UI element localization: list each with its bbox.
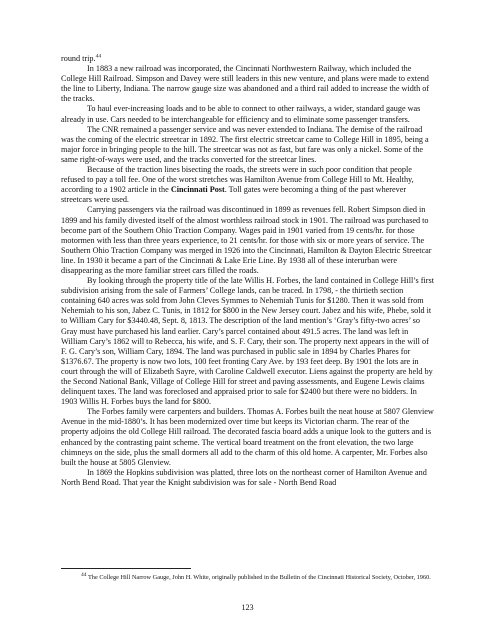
paragraph-text: Because of the traction lines bisecting the roads, the streets were in such poor condition that people refused to pay a toll fee. One of the worst stretches was Hamilton Avenue from College Hill to Mt. Healthy, according to a 1902 article in the <box>61 165 414 195</box>
paragraph <box>61 104 435 124</box>
footnote-marker: 44 <box>81 571 87 578</box>
paragraph-text: The Forbes family were carpenters and builders. Thomas A. Forbes built the neat house at 5807 Glenview Avenue in the mid-1880’s. It has been modernized over time but keeps its Victorian charm. The rear of the property adjoins the old College Hill railroad. The decorated fascia board adds a unique look to the gutters and is enhanced by the contrasting paint scheme. The vertical board treatment on the front elevation, the two large chimneys on the side, plus the small dormers all add to the charm of this old home. A carpenter, Mr. Forbes also built the house at 5805 Glenview. <box>61 407 434 467</box>
body-text <box>61 54 435 488</box>
paragraph <box>61 205 435 276</box>
paragraph <box>61 468 435 488</box>
paragraph-text: In 1883 a new railroad was incorporated, the Cincinnati Northwestern Railway, which included the College Hill Railroad. Simpson and Davey were still leaders in this new venture, and plans were made to extend the line to Liberty, Indiana. The narrow gauge size was abandoned and a third rail added to increase the width of the tracks. <box>61 64 430 104</box>
page-number: 123 <box>241 603 254 612</box>
paragraph-text: To haul ever-increasing loads and to be able to connect to other railways, a wider, standard gauge was already in use. Cars needed to be interchangeable for efficiency and to eliminate some passenger transfers. <box>61 104 421 124</box>
paragraph <box>61 165 435 205</box>
paragraph-text: . Toll gates were becoming a thing of the past wherever streetcars were used. <box>61 185 407 205</box>
paragraph <box>61 64 435 104</box>
paragraph-text: By looking through the property title of the late Willis H. Forbes, the land contained in College Hill’s first subdivision arising from the sale of Farmers’ College lands, can be traced. In 1798, - the thirtieth section containing 640 acres was sold from John Cleves Symmes to Nehemiah Tunis for $1280. Then it was sold from Nehemiah to his son, Jabez C. Tunis, in 1812 for $800 in the New Jersey court. Jabez and his wife, Phebe, sold it to William Cary for $3440.48, Sept. 8, 1813. The description of the land mention’s ‘Gray’s fifty-two acres’ so Gray must have purchased his land earlier. Cary’s parcel contained about 491.5 acres. The land was left in William Cary’s 1862 will to Rebecca, his wife, and S. F. Cary, their son. The property next appears in the will of F. G. Cary’s son, William Cary, 1894. The land was purchased in public sale in 1894 by Charles Phares for $1376.67. The property is now two lots, 100 feet fronting Cary Ave. by 193 feet deep. By 1901 the lots are in court through the will of Elizabeth Sayre, with Caroline Caldwell executor. Liens against the property are held by the Second National Bank, Village of College Hill for street and paving assessments, and Eugene Lewis claims delinquent taxes. The land was foreclosed and appraised prior to sale for $2400 but there were no bidders. In 1903 Willis H. Forbes buys the land for $800. <box>61 276 434 407</box>
footnote <box>61 573 435 582</box>
paragraph <box>61 276 435 407</box>
paragraph-text: In 1869 the Hopkins subdivision was platted, three lots on the northeast corner of Hamilton Avenue and North Bend Road. That year the Knight subdivision was for sale - North Bend Road <box>61 467 427 487</box>
paragraph <box>61 407 435 468</box>
paragraph-text: round trip. <box>61 54 96 63</box>
footnote-reference: 44 <box>95 53 102 60</box>
footnote-text: The College Hill Narrow Gauge, John H. White, originally published in the Bulletin of the Cincinnati Historical Society, October, 1960. <box>86 574 431 581</box>
publication-name: Cincinnati Post <box>170 185 225 195</box>
paragraph <box>61 125 435 165</box>
paragraph <box>61 54 435 64</box>
footnote-divider <box>61 568 191 569</box>
paragraph-text: The CNR remained a passenger service and was never extended to Indiana. The demise of the railroad was the coming of the electric streetcar in 1892. The first electric streetcar came to College Hill in 1895, being a major force in bringing people to the hill. The streetcar was not as fast, but fare was only a nickel. Some of the same right-of-ways were used, and the tracks converted for the streetcar lines. <box>61 124 429 164</box>
paragraph-text: Carrying passengers via the railroad was discontinued in 1899 as revenues fell. Robert Simpson died in 1899 and his family divested itself of the almost worthless railroad stock in 1901. The railroad was purchased to become part of the Southern Ohio Traction Company. Wages paid in 1901 varied from 19 cents/hr. for those motormen with less than three years experience, to 21 cents/hr. for those with six or more years of service. The Southern Ohio Traction Company was merged in 1926 into the Cincinnati, Hamilton & Dayton Electric Streetcar line. In 1930 it became a part of the Cincinnati & Lake Erie Line. By 1938 all of these interurban were disappearing as the more familiar street cars filled the roads. <box>61 205 432 275</box>
